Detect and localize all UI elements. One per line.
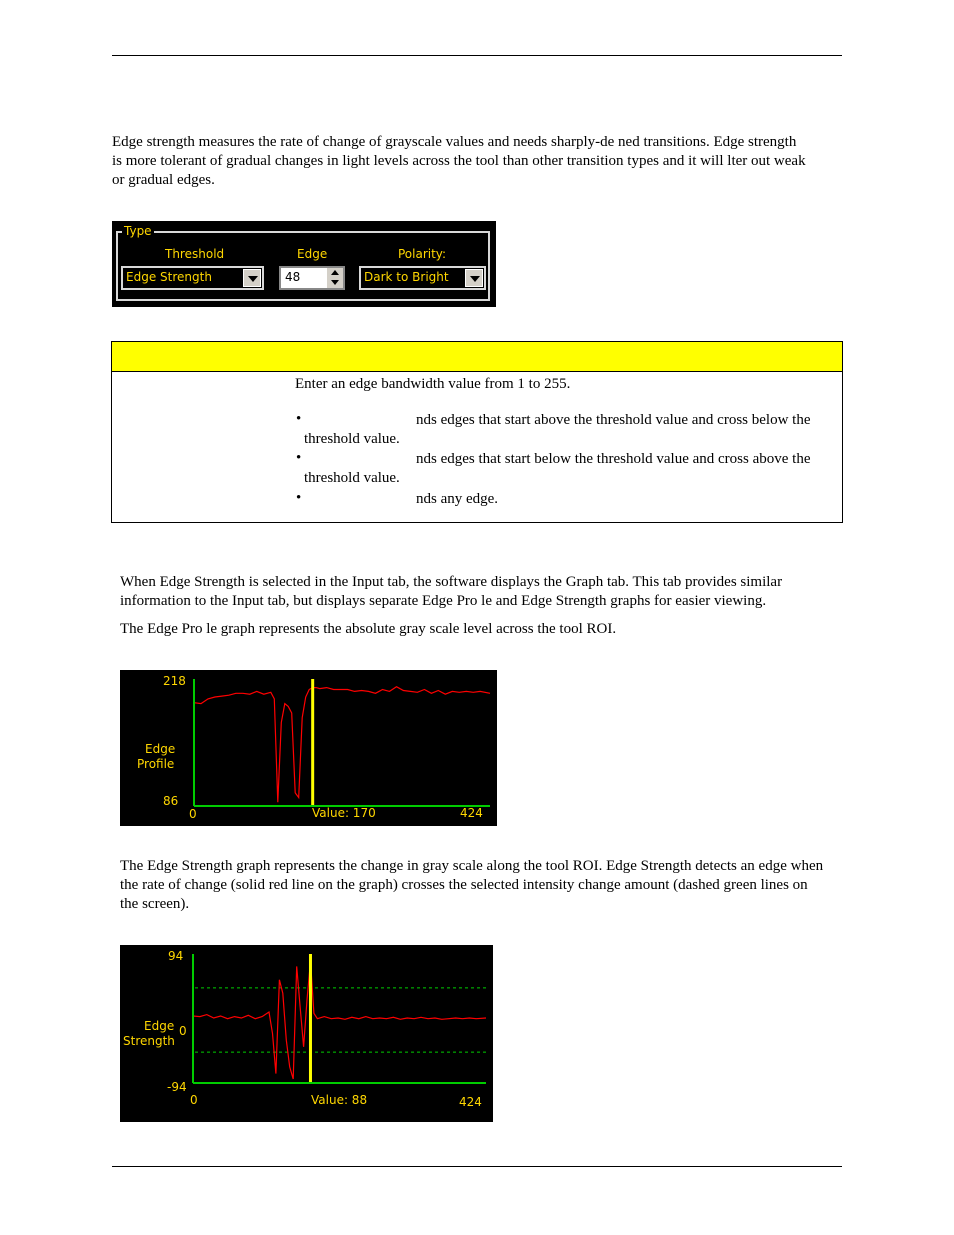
type-panel [112,221,496,307]
bullet-2-line-1: nds edges that start below the threshold value and cross above the [416,451,811,467]
graph-intro-line-1: When Edge Strength is selected in the Input tab, the software displays the Graph tab. This tab provides similar [120,574,783,590]
bullet-1-line-2: threshold value. [304,431,400,447]
edge-strength-chart [120,945,493,1122]
edge-strength-desc-line-3: the screen). [120,896,190,912]
y-min-label: 86 [163,794,179,808]
value-readout: Value: 88 [311,1093,368,1107]
y-axis-title-line-1: Edge [144,1019,175,1033]
table-description: Enter an edge bandwidth value from 1 to 255. [295,376,571,392]
edge-profile-chart [120,670,497,826]
edge-profile-graph [120,670,497,826]
series-line [194,687,490,803]
polarity-label: Polarity: [398,247,447,261]
edge-stepper-value: 48 [285,270,301,284]
bullet-1-line-1: nds edges that start above the threshold value and cross below the [416,412,811,428]
y-min-label: -94 [167,1080,187,1094]
y-axis-title-line-2: Profile [137,757,175,771]
edge-strength-desc-line-1: The Edge Strength graph represents the change in gray scale along the tool ROI. Edge Strength detects an edge when [120,858,824,874]
edge-stepper-buttons[interactable] [327,268,343,288]
x-max-label: 424 [459,1095,482,1109]
edge-label: Edge [297,247,328,261]
intro-line-3: or gradual edges. [112,172,215,188]
bullet-mark: • [296,490,302,506]
value-readout: Value: 170 [312,806,376,820]
bullet-3-line-1: nds any edge. [416,491,499,507]
bullet-mark: • [296,411,302,427]
x-min-label: 0 [190,1093,198,1107]
arrow-up-icon[interactable] [331,270,339,275]
header-rule [112,55,842,56]
edge-stepper[interactable] [279,266,345,290]
y-axis-title-line-2: Strength [123,1034,175,1048]
edge-profile-description: The Edge Pro le graph represents the absolute gray scale level across the tool ROI. [120,621,617,637]
polarity-select-value: Dark to Bright [364,270,449,284]
polarity-dropdown-button[interactable] [465,269,483,287]
chevron-down-icon [248,276,258,282]
intro-line-1: Edge strength measures the rate of change of grayscale values and needs sharply-de ned transitions. Edge strength [112,134,797,150]
threshold-select-value: Edge Strength [126,270,212,284]
y-axis-title-line-1: Edge [145,742,176,756]
threshold-select[interactable] [121,266,264,290]
y-max-label: 218 [163,674,186,688]
parameter-table [111,341,843,523]
polarity-select[interactable] [359,266,486,290]
y-mid-label: 0 [179,1024,187,1038]
chevron-down-icon [470,276,480,282]
threshold-dropdown-button[interactable] [243,269,261,287]
table-header [112,342,842,372]
type-group-label: Type [124,224,152,238]
footer-rule [112,1166,842,1167]
graph-intro-line-2: information to the Input tab, but displays separate Edge Pro le and Edge Strength graphs for easier viewing. [120,593,767,609]
edge-strength-desc-line-2: the rate of change (solid red line on the graph) crosses the selected intensity change amount (dashed green lines on [120,877,808,893]
threshold-label: Threshold [165,247,225,261]
intro-line-2: is more tolerant of gradual changes in light levels across the tool than other transition types and it will lter out weak [112,153,806,169]
x-min-label: 0 [189,807,197,821]
y-max-label: 94 [168,949,184,963]
bullet-2-line-2: threshold value. [304,470,400,486]
bullet-mark: • [296,450,302,466]
series-line [193,961,486,1079]
edge-strength-graph [120,945,493,1122]
arrow-down-icon[interactable] [331,280,339,285]
x-max-label: 424 [460,806,483,820]
